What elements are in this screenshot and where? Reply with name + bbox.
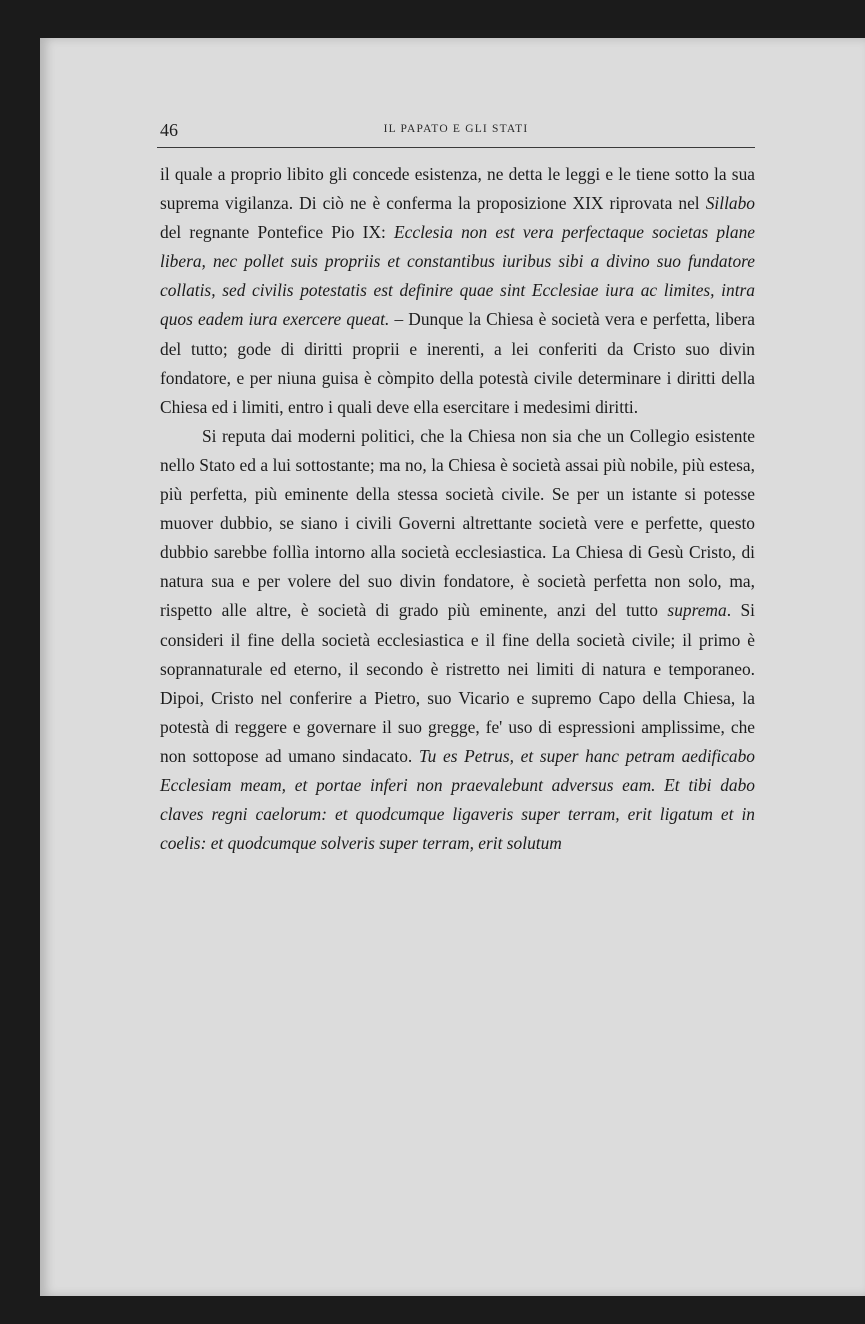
page-header [157,120,755,150]
header-rule [157,147,755,148]
body-text [160,160,755,858]
text-segment: . Si consideri il fine della società ecclesiastica e il fine della società civile; il primo è soprannaturale ed eterno, il secondo è ristretto nei limiti di natura e temporaneo. Dipoi, Cristo nel conferire a Pietro, suo Vicario e supremo Capo della Chiesa, la potestà di reggere e governare il suo gregge, fe' uso di espressioni amplissime, che non sottopose ad umano sindacato. [160,600,755,766]
text-segment: il quale a proprio libito gli concede esistenza, ne detta le leggi e le tiene sotto la sua suprema vigilanza. Di ciò ne è conferma la proposizione XIX riprovata nel [160,164,755,214]
page-number: 46 [160,120,178,140]
text-segment-italic: Tu es Petrus, et super hanc petram aedificabo Ecclesiam meam, et portae inferi non praevalebunt adversus eam. Et tibi dabo claves regni caelorum: et quodcumque ligaveris super terram, erit ligatum et in coelis: et quodcumque solveris super terram, erit solutum [160,745,755,854]
text-segment-italic: suprema [667,600,727,621]
text-segment: Si reputa dai moderni politici, che la Chiesa non sia che un Collegio esistente nello Stato ed a lui sottostante; ma no, la Chiesa è società assai più nobile, più estesa, più perfetta, più eminente della stessa società civile. Se per un istante si potesse muover dubbio, se siano i civili Governi altrettante società vere e perfette, questo dubbio sarebbe follìa intorno alla società ecclesiastica. La Chiesa di Gesù Cristo, di natura sua e per volere del suo divin fondatore, è società perfetta non solo, ma, rispetto alle altre, è società di grado più eminente, anzi del tutto [160,425,755,621]
text-segment-italic: Sillabo [705,193,755,214]
text-segment-italic: Ecclesia non est vera perfectaque societas plane libera, nec pollet suis propriis et constantibus iuribus sibi a divino suo fundatore collatis, sed civilis potestatis est definire quae sint Ecclesiae iura ac limites, intra quos eadem iura exercere queat. [160,222,755,330]
text-segment: del regnante Pontefice Pio IX: [160,222,395,243]
paragraph [160,422,755,858]
running-head: IL PAPATO E GLI STATI [383,123,529,135]
paragraph [160,160,755,422]
text-segment: – Dunque la Chiesa è società vera e perfetta, libera del tutto; gode di diritti proprii e inerenti, a lei conferiti da Cristo suo divin fondatore, e per niuna guisa è còmpito della potestà civile determinare i diritti della Chiesa ed i limiti, entro i quali deve ella esercitare i medesimi diritti. [160,309,755,417]
